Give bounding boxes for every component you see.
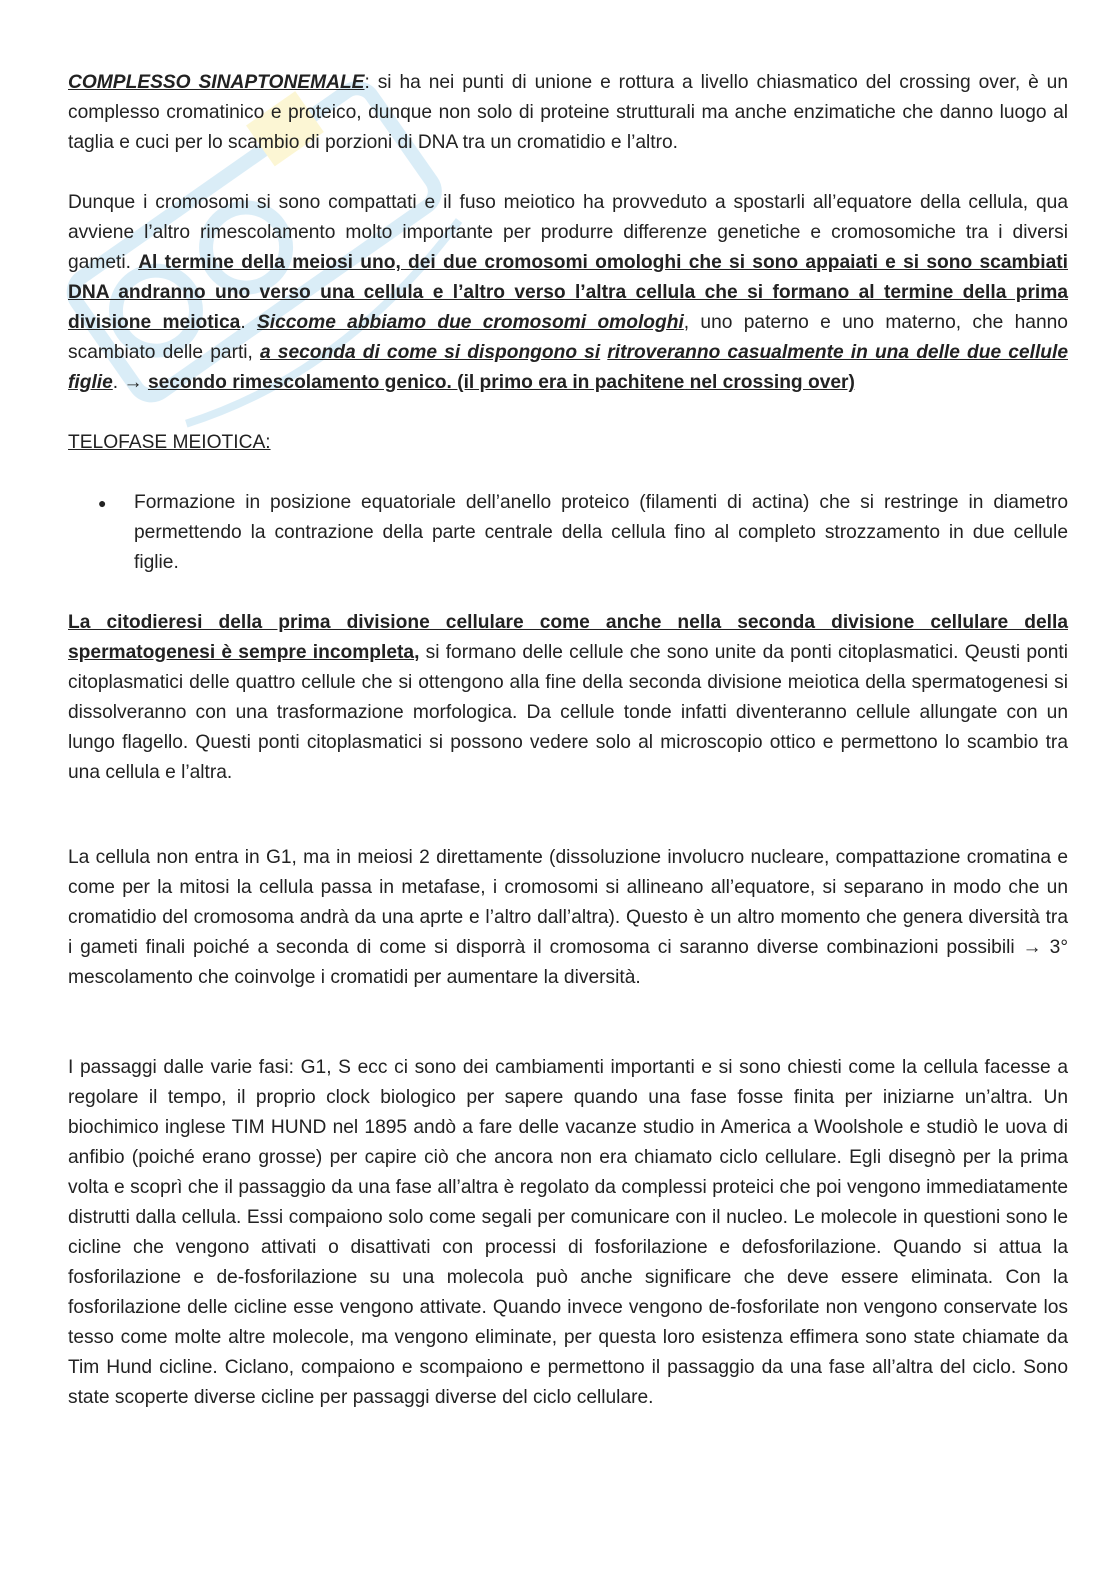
paragraph-meiosi-2: La cellula non entra in G1, ma in meiosi 2 direttamente (dissoluzione involucro nucleare, compattazione cromatina e come per la mitosi la cellula passa in metafase, i cromosomi si allineano all’equatore, si separano in modo che un cromatidio del cromosoma andrà da una aprte e l’altro dall’altra). Questo è un altro momento che genera diversità tra i gameti finali poiché a seconda di come si disporrà il cromosoma ci saranno diverse combinazioni possibili → 3° mescolamento che coinvolge i cromatidi per aumentare la diversità.	[68, 847, 1068, 988]
emphasis-secondo-rimescolamento: secondo rimescolamento genico. (il primo era in pachitene nel crossing over)	[147, 372, 855, 393]
paragraph-text: si formano delle cellule che sono unite da ponti citoplasmatici. Qeusti ponti citoplasmatici delle quattro cellule che si ottengono alla fine della seconda divisione meiotica della spermatogenesi si dissolveranno con una trasformazione morfologica. Da cellule tonde infatti diventeranno cellule allungate con un lungo flagello. Questi ponti citoplasmatici si possono vedere solo al microscopio ottico e permettono lo scambio tra una cellula e l’altra.	[68, 642, 1069, 783]
emphasis-seconda-disposizione: a seconda di come si dispongono si	[260, 342, 601, 363]
punctuation: .	[240, 312, 257, 333]
paragraph-citodieresi	[68, 608, 1068, 788]
list-item-text: Formazione in posizione equatoriale dell’anello proteico (filamenti di actina) che si restringe in diametro permettendo la contrazione della parte centrale della cellula fino al completo strozzamento in due cellule figlie.	[134, 492, 1068, 573]
paragraph-text: Dunque i cromosomi si sono compattati e il fuso meiotico ha provveduto a spostarli all’equatore della cellula, qua avviene l’altro rimescolamento molto importante per produrre differenze genetiche e cromosomiche tra i diversi gameti.	[68, 192, 1068, 273]
paragraph-cicline: I passaggi dalle varie fasi: G1, S ecc ci sono dei cambiamenti importanti e si sono chiesti come la cellula facesse a regolare il tempo, il proprio clock biologico per sapere quando una fase fosse finita per iniziarne un’altra. Un biochimico inglese TIM HUND nel 1895 andò a fare delle vacanze studio in America a Woolshole e studiò le uova di anfibio (poiché erano grosse) per capire ciò che ancora non era chiamato ciclo cellulare. Egli disegnò per la prima volta e scoprì che il passaggio da una fase all’altra è regolato da complessi proteici che poi vengono immediatamente distrutti dalla cellula. Essi compaiono solo come segali per comunicare con il nucleo. Le molecole in questioni sono le cicline che vengono attivati o disattivati con processi di fosforilazione e defosforilazione. Quando si attua la fosforilazione e de-fosforilazione su una molecola può anche significare che deve essere eliminata. Con la fosforilazione delle cicline esse vengono attivate. Quando invece vengono de-fosforilate non vengono conservate los tesso come molte altre molecole, ma vengono eliminate, per questa loro esistenza effimera sono state chiamate da Tim Hund cicline. Ciclano, compaiono e scompaiono e permettono il passaggio da una fase all’altra del ciclo. Sono state scoperte diverse cicline per passaggi diverse del ciclo cellulare.	[68, 1057, 1068, 1408]
paragraph-text: , uno paterno e uno materno, che hanno scambiato delle parti,	[68, 312, 1068, 363]
emphasis-ritroveranno: ritroveranno casualmente in una delle due cellule figlie	[68, 342, 1068, 393]
heading-telofase-meiotica: TELOFASE MEIOTICA:	[68, 432, 271, 453]
document-page	[68, 68, 1068, 1413]
emphasis-citodieresi: La citodieresi della prima divisione cellulare come anche nella seconda divisione cellulare della spermatogenesi è sempre incompleta,	[68, 612, 1068, 663]
bullet-list	[68, 488, 1068, 578]
bullet-icon: ●	[98, 495, 107, 511]
paragraph-text: : si ha nei punti di unione e rottura a livello chiasmatico del crossing over, è un complesso cromatinico e proteico, dunque non solo di proteine strutturali ma anche enzimatiche che danno luogo al taglia e cuci per lo scambio di porzioni di DNA tra un cromatidio e l’altro.	[68, 72, 1069, 153]
paragraph-complesso-sinaptonemale	[68, 68, 1068, 158]
list-item	[68, 488, 1068, 578]
emphasis-termine-meiosi: Al termine della meiosi uno, dei due cromosomi omologhi che si sono appaiati e si sono scambiati DNA andranno uno verso una cellula e l’altro verso l’altra cellula che si formano al termine della prima divisione meiotica	[68, 252, 1068, 333]
emphasis-omologhi: Siccome abbiamo due cromosomi omologhi	[256, 312, 684, 333]
term-complesso-sinaptonemale: COMPLESSO SINAPTONEMALE	[68, 72, 365, 93]
paragraph-rimescolamento	[68, 188, 1068, 398]
arrow-icon: . →	[112, 372, 148, 393]
